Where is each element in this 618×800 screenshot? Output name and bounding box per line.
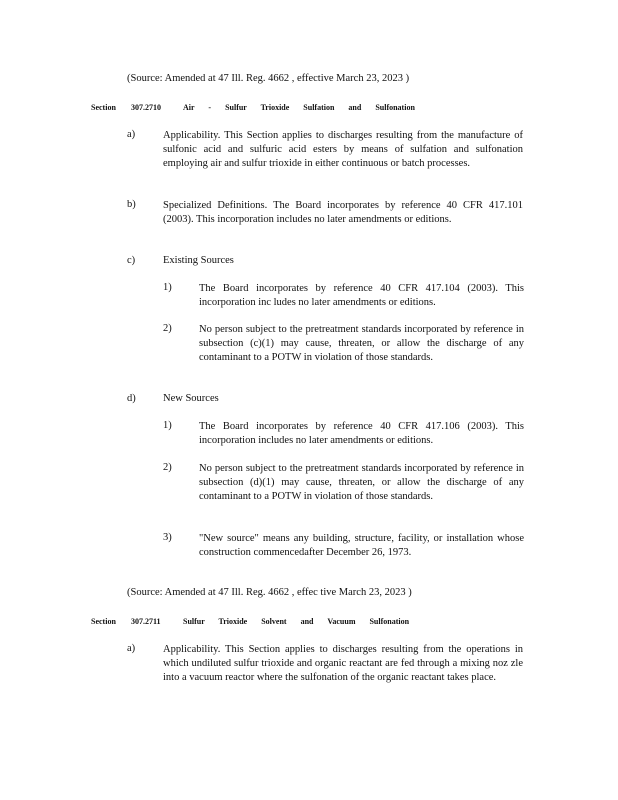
item-d1-marker: 1)	[163, 420, 172, 431]
source-note-2: (Source: Amended at 47 Ill. Reg. 4662 , effec tive March 23, 2023 )	[127, 587, 412, 598]
subsection-a-text: Applicability. This Section applies to discharges resulting from the manufacture of sulfonic acid and sulfuric acid esters by means of sulfation and sulfonation employing air and sulfur trioxide in either continuous or batch processes.	[163, 130, 523, 169]
section-title: Sulfur Trioxide Solvent and Vacuum Sulfonation	[183, 617, 410, 626]
subsection-b-text: Specialized Definitions. The Board incorporates by reference 40 CFR 417.101 (2003). This incorporation includes no later amendments or editions.	[163, 200, 523, 225]
section-title: Air - Sulfur Trioxide Sulfation and Sulfonation	[183, 103, 415, 112]
subsection-d-heading: New Sources	[163, 393, 219, 404]
section-number: 307.2711	[131, 617, 161, 626]
subsection-c-heading: Existing Sources	[163, 255, 234, 266]
item-d2-marker: 2)	[163, 462, 172, 473]
item-c2-marker: 2)	[163, 323, 172, 334]
subsection-a-marker: a)	[127, 643, 136, 654]
section-label: Section	[91, 617, 116, 626]
subsection-b-marker: b)	[127, 199, 136, 210]
item-d3-marker: 3)	[163, 532, 172, 543]
subsection-a-marker: a)	[127, 129, 136, 140]
item-c1-marker: 1)	[163, 282, 172, 293]
section-label: Section	[91, 103, 116, 112]
subsection-d-marker: d)	[127, 393, 136, 404]
subsection-c-marker: c)	[127, 255, 136, 266]
item-d3-text: "New source" means any building, structure, facility, or installation whose construction commencedafter December 26, 1973.	[199, 533, 524, 558]
section-number: 307.2710	[131, 103, 161, 112]
item-d1-text: The Board incorporates by reference 40 CFR 417.106 (2003). This incorporation includes no later amendments or editions.	[199, 421, 524, 446]
item-d2-text: No person subject to the pretreatment standards incorporated by reference in subsection (d)(1) may cause, threaten, or allow the discharge of any contaminant to a POTW in violation of those standards.	[199, 463, 524, 502]
item-c1-text: The Board incorporates by reference 40 CFR 417.104 (2003). This incorporation inc ludes no later amendments or editions.	[199, 283, 524, 308]
subsection-a-text: Applicability. This Section applies to discharges resulting from the operations in which undiluted sulfur trioxide and organic reactant are fed through a mixing noz zle into a vacuum reactor where the sulfonation of the organic reactant takes place.	[163, 644, 523, 683]
source-note-1: (Source: Amended at 47 Ill. Reg. 4662 , effective March 23, 2023 )	[127, 73, 410, 84]
item-c2-text: No person subject to the pretreatment standards incorporated by reference in subsection (c)(1) may cause, threaten, or allow the discharge of any contaminant to a POTW in violation of those standards.	[199, 324, 524, 363]
